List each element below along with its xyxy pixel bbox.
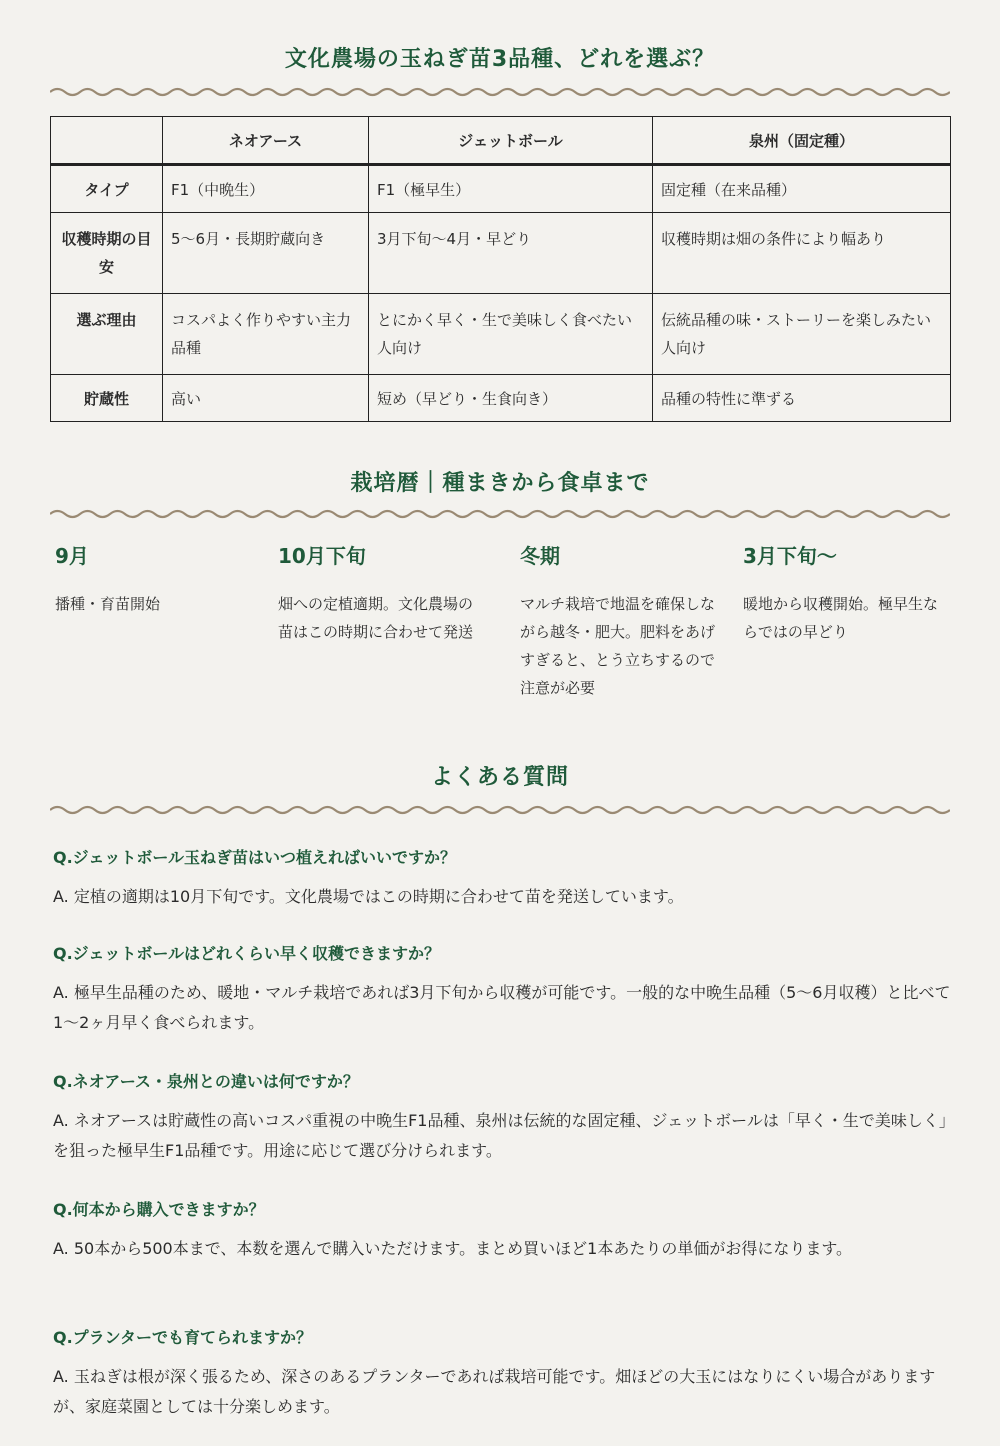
faq-item: [53, 1069, 953, 1166]
row-label: タイプ: [51, 165, 163, 213]
calendar-period: 冬期: [520, 544, 560, 568]
faq-answer: A. 玉ねぎは根が深く張るため、深さのあるプランターであれば栽培可能です。畑ほどの大玉にはなりにくい場合がありますが、家庭菜園としては十分楽しめます。: [53, 1367, 936, 1416]
table-header-jetball: ジェットボール: [369, 117, 653, 165]
table-cell: 収穫時期は畑の条件により幅あり: [653, 213, 951, 294]
faq-question: Q.ネオアース・泉州との違いは何ですか？: [53, 1072, 359, 1091]
table-cell: 高い: [163, 375, 369, 422]
faq-item: [53, 845, 953, 912]
compare-title: 文化農場の玉ねぎ苗3品種、どれを選ぶ？: [284, 47, 716, 72]
faq-answer: A. 極早生品種のため、暖地・マルチ栽培であれば3月下旬から収穫が可能です。一般的な中晩生品種（5〜6月収穫）と比べて1〜2ヶ月早く食べられます。: [53, 983, 951, 1032]
faq-question: Q.ジェットボール玉ねぎ苗はいつ植えればいいですか？: [53, 848, 457, 867]
table-cell: F1（極早生）: [369, 165, 653, 213]
row-label: 収穫時期の目安: [51, 213, 163, 294]
table-cell: 伝統品種の味・ストーリーを楽しみたい人向け: [653, 294, 951, 375]
faq-answer: A. 50本から500本まで、本数を選んで購入いただけます。まとめ買いほど1本あたりの単価がお得になります。: [53, 1239, 853, 1258]
faq-item: [53, 941, 953, 1038]
calendar-period: 3月下旬〜: [743, 544, 837, 568]
calendar-item-late-october: [278, 540, 483, 646]
table-row: [51, 213, 951, 294]
table-cell: 3月下旬〜4月・早どり: [369, 213, 653, 294]
faq-item: [53, 1197, 953, 1264]
table-cell: 固定種（在来品種）: [653, 165, 951, 213]
table-cell: F1（中晩生）: [163, 165, 369, 213]
table-row: [51, 165, 951, 213]
calendar-item-winter: [520, 540, 720, 702]
table-row: [51, 375, 951, 422]
calendar-text: 暖地から収穫開始。極早生ならではの早どり: [743, 595, 939, 641]
table-cell: 短め（早どり・生食向き）: [369, 375, 653, 422]
row-label: 貯蔵性: [51, 375, 163, 422]
calendar-period: 10月下旬: [278, 544, 366, 568]
faq-question: Q.プランターでも育てられますか？: [53, 1328, 313, 1347]
table-row: [51, 294, 951, 375]
table-header-senshu: 泉州（固定種）: [653, 117, 951, 165]
table-cell: 5〜6月・長期貯蔵向き: [163, 213, 369, 294]
faq-item: [53, 1325, 953, 1422]
faq-question: Q.何本から購入できますか？: [53, 1200, 265, 1219]
wave-divider: [50, 86, 950, 98]
table-cell: 品種の特性に準ずる: [653, 375, 951, 422]
calendar-item-late-march: [743, 540, 948, 646]
table-header-corner: [51, 117, 163, 165]
table-header-neoearth: ネオアース: [163, 117, 369, 165]
wave-divider: [50, 804, 950, 816]
calendar-period: 9月: [55, 544, 89, 568]
calendar-text: 畑への定植適期。文化農場の苗はこの時期に合わせて発送: [278, 595, 474, 641]
faq-answer: A. 定植の適期は10月下旬です。文化農場ではこの時期に合わせて苗を発送しています。: [53, 887, 684, 906]
table-header-row: [51, 117, 951, 165]
calendar-title: 栽培暦｜種まきから食卓まで: [350, 471, 650, 496]
table-cell: とにかく早く・生で美味しく食べたい人向け: [369, 294, 653, 375]
faq-title: よくある質問: [430, 765, 569, 790]
faq-answer: A. ネオアースは貯蔵性の高いコスパ重視の中晩生F1品種、泉州は伝統的な固定種、ジェットボールは「早く・生で美味しく」を狙った極早生F1品種です。用途に応じて選び分けられます。: [53, 1111, 947, 1160]
comparison-table: [50, 116, 951, 422]
row-label: 選ぶ理由: [51, 294, 163, 375]
calendar-text: 播種・育苗開始: [55, 595, 161, 613]
faq-question: Q.ジェットボールはどれくらい早く収穫できますか？: [53, 944, 441, 963]
table-cell: コスパよく作りやすい主力品種: [163, 294, 369, 375]
wave-divider: [50, 508, 950, 520]
calendar-text: マルチ栽培で地温を確保しながら越冬・肥大。肥料をあげすぎると、とう立ちするので注意が必要: [520, 595, 716, 697]
calendar-item-september: [55, 540, 255, 618]
